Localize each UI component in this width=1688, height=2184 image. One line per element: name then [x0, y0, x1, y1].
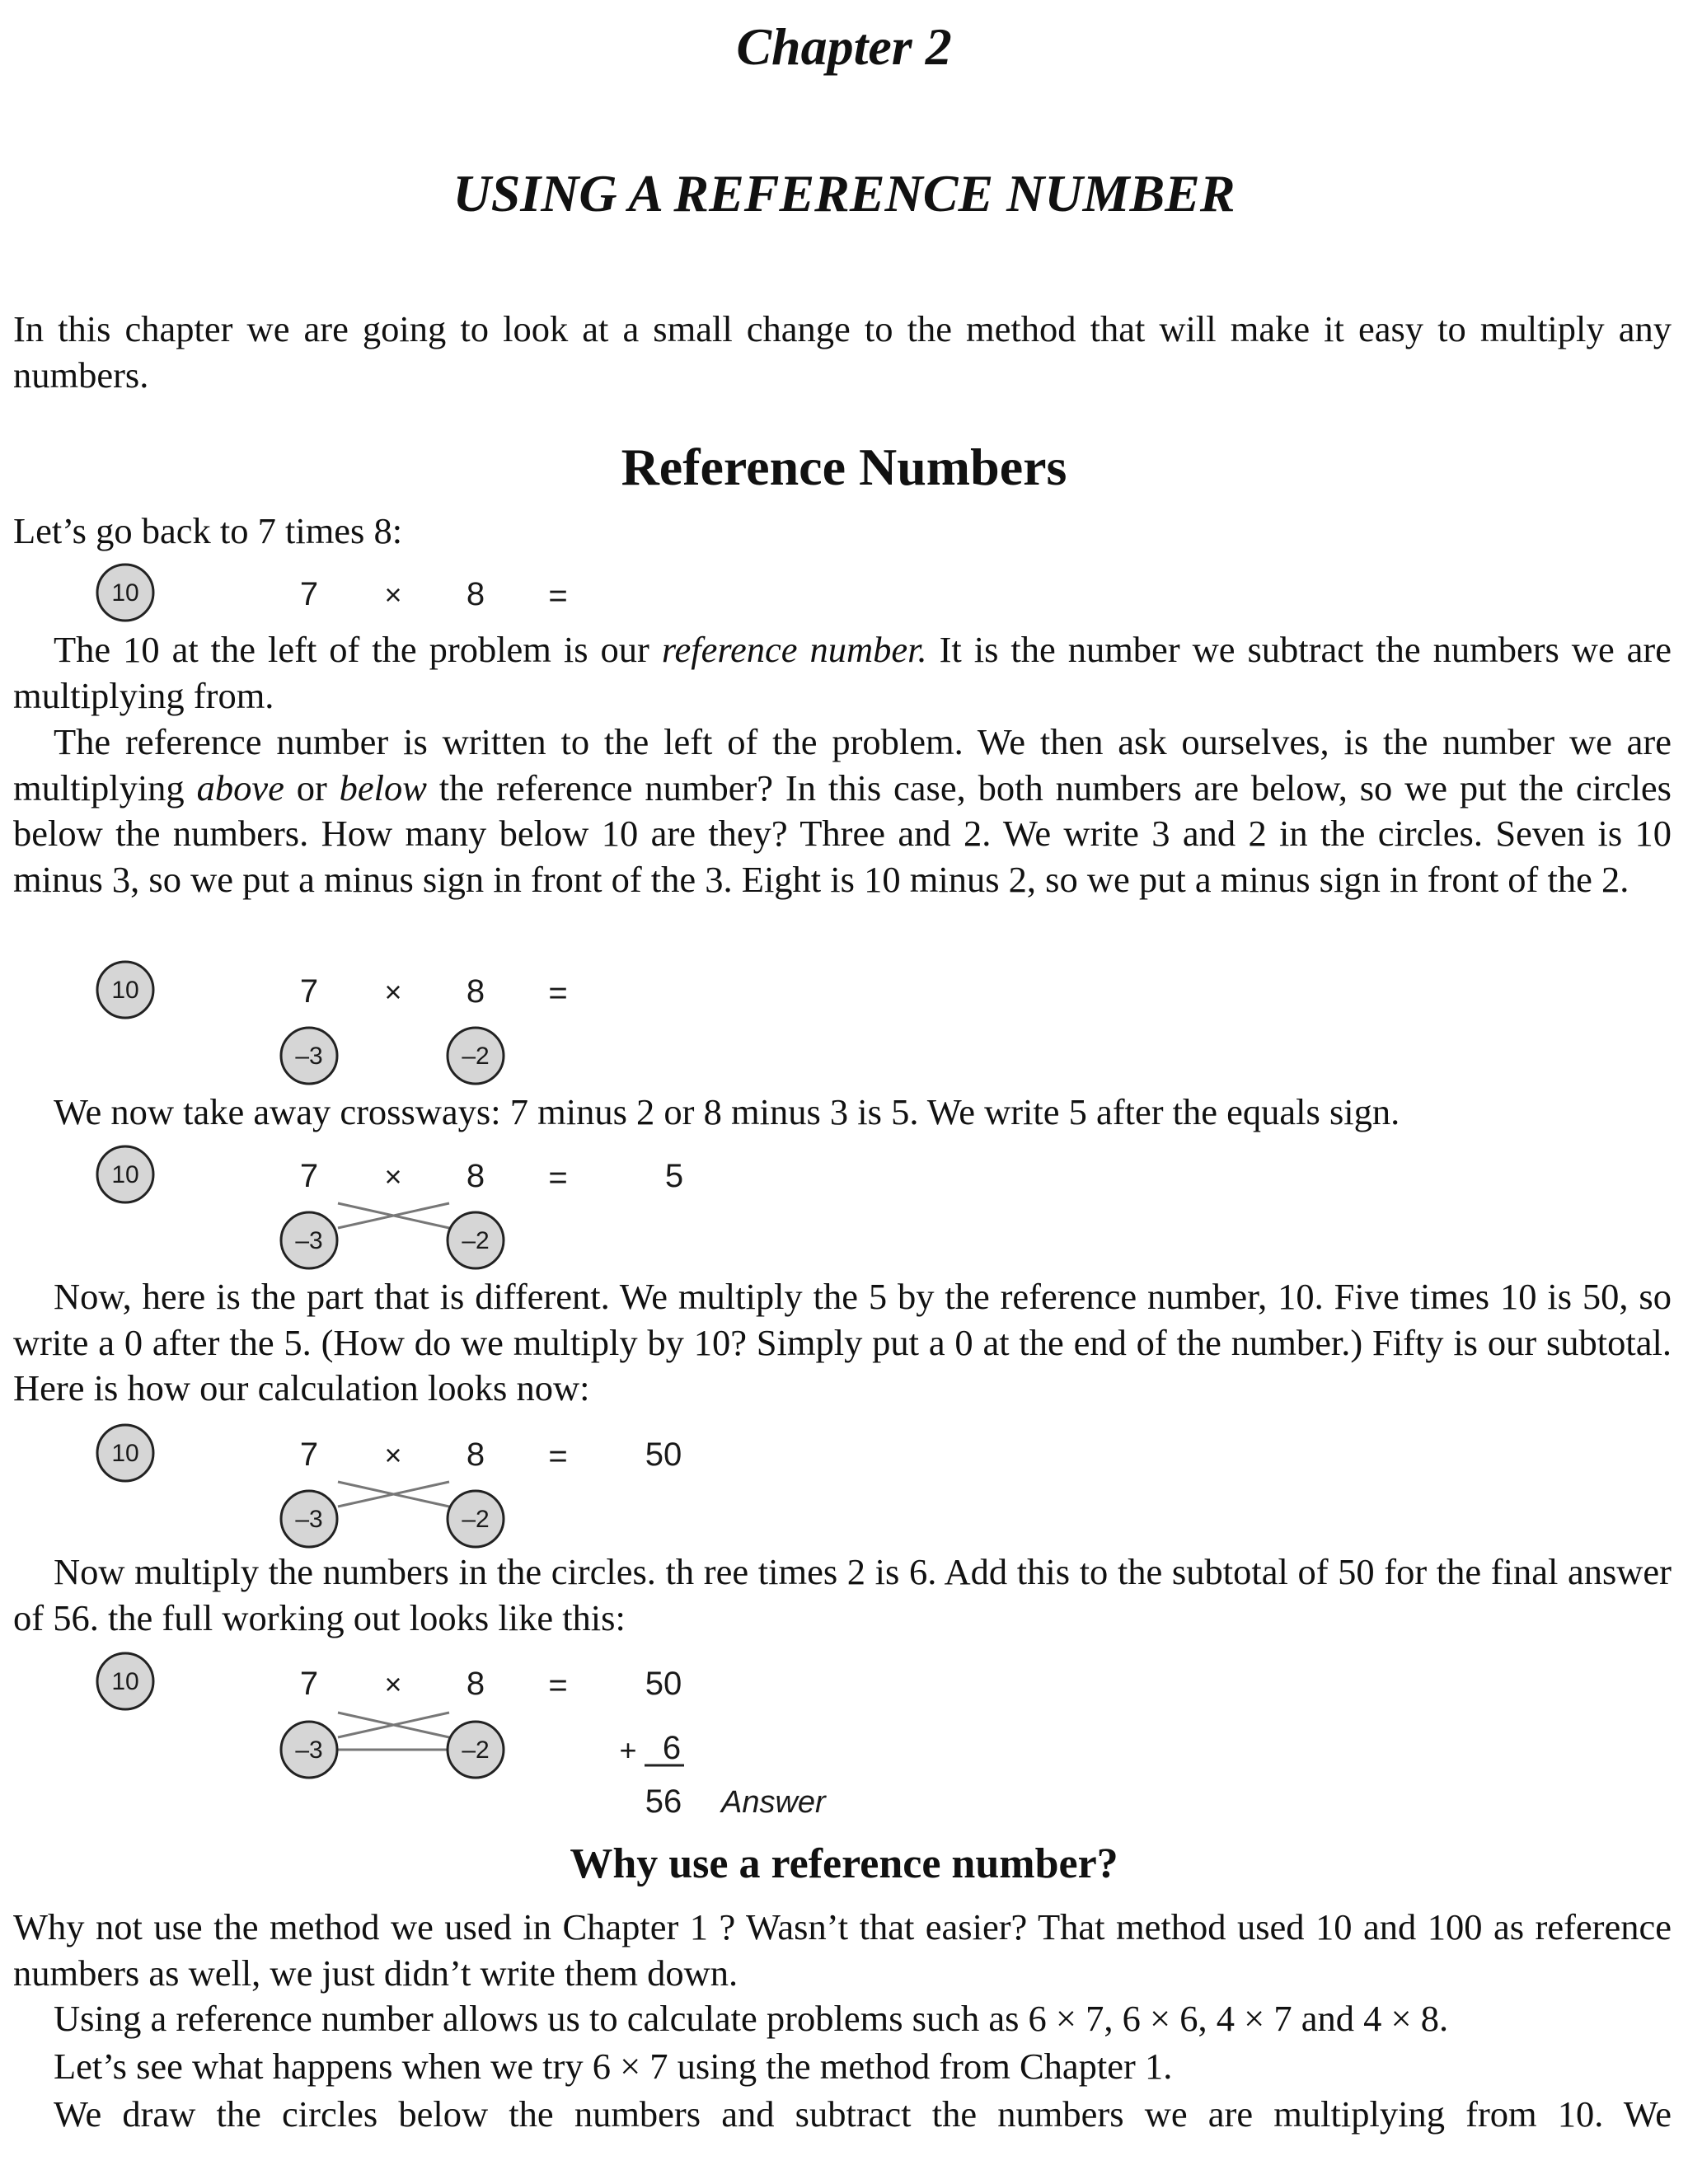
- diagram-step5: [0, 1644, 907, 1821]
- circle-a-value: –3: [295, 1736, 323, 1764]
- diagram-step1: [0, 560, 907, 626]
- circle-a-value: –3: [295, 1227, 323, 1254]
- circle-product: 6: [662, 1730, 682, 1766]
- multiplicand: 7: [299, 576, 319, 612]
- chapter-title: USING A REFERENCE NUMBER: [452, 164, 1236, 223]
- reference-number: 10: [111, 1161, 139, 1188]
- times-sign: ×: [384, 1667, 402, 1701]
- section-heading: Reference Numbers: [621, 438, 1067, 496]
- answer-label: Answer: [721, 1785, 826, 1820]
- multiplier: 8: [466, 576, 485, 612]
- lead-in-text: Let’s go back to 7 times 8:: [13, 510, 403, 551]
- lets-see-line: Let’s see what happens when we try 6 × 7 using the method from Chapter 1.: [54, 2046, 1173, 2087]
- crossways-result: 5: [664, 1158, 684, 1194]
- reference-number: 10: [111, 1440, 139, 1467]
- equals-sign: =: [548, 1667, 568, 1704]
- multiplier: 8: [466, 1436, 485, 1473]
- subtotal: 50: [645, 1436, 682, 1473]
- circle-b-value: –2: [462, 1043, 490, 1070]
- subtotal: 50: [645, 1666, 682, 1702]
- draw-circles-line: We draw the circles below the numbers and subtract the numbers we are multiplying from 10. We: [54, 2093, 1672, 2135]
- crossways-paragraph: We now take away crossways: 7 minus 2 or 8 minus 3 is 5. We write 5 after the equals sign.: [54, 1091, 1400, 1132]
- reference-number: 10: [111, 1668, 139, 1695]
- circle-a-value: –3: [295, 1506, 323, 1533]
- multiplicand: 7: [299, 1158, 319, 1194]
- reference-number: 10: [111, 977, 139, 1004]
- times-sign: ×: [384, 578, 402, 612]
- plus-sign: +: [619, 1733, 637, 1767]
- different-part-paragraph: Now, here is the part that is different. We multiply the 5 by the reference number, 10. Five times 10 is 50, so write a 0 after the 5. (How do we multiply by 10? Simply put a 0 at the end of the number.) Fifty is our subtotal. Here is how our calculation looks now:: [13, 1276, 1672, 1408]
- times-sign: ×: [384, 1160, 402, 1193]
- times-sign: ×: [384, 1438, 402, 1472]
- why-paragraph: Why not use the method we used in Chapter 1 ? Wasn’t that easier? That method used 10 and 100 as reference numbers as well, we just didn’t write them down.: [13, 1906, 1672, 1994]
- circle-b-value: –2: [462, 1736, 490, 1764]
- chapter-label: Chapter 2: [736, 17, 952, 76]
- diagram-step2: [0, 956, 907, 1088]
- equals-sign: =: [548, 975, 568, 1011]
- multiplicand: 7: [299, 973, 319, 1010]
- multiplier: 8: [466, 973, 485, 1010]
- circle-b-value: –2: [462, 1227, 490, 1254]
- using-line: Using a reference number allows us to calculate problems such as 6 × 7, 6 × 6, 4 × 7 and 4 × 8.: [54, 1998, 1449, 2039]
- multiplicand: 7: [299, 1436, 319, 1473]
- circle-a-value: –3: [295, 1043, 323, 1070]
- equals-sign: =: [548, 1160, 568, 1196]
- circle-b-value: –2: [462, 1506, 490, 1533]
- reference-number: 10: [111, 579, 139, 607]
- multiplicand: 7: [299, 1666, 319, 1702]
- above-below-paragraph: The reference number is written to the left of the problem. We then ask ourselves, is the number we are multiplying above or below the reference number? In this case, both numbers are below, so we put the circles below the numbers. How many below 10 are they? Three and 2. We write 3 and 2 in the circles. Seven is 10 minus 3, so we put a minus sign in front of the 3. Eight is 10 minus 2, so we put a minus sign in front of the 2.: [13, 721, 1672, 900]
- subheading: Why use a reference number?: [570, 1840, 1118, 1887]
- multiplier: 8: [466, 1158, 485, 1194]
- multiplier: 8: [466, 1666, 485, 1702]
- multiply-circles-paragraph: Now multiply the numbers in the circles. th ree times 2 is 6. Add this to the subtotal of 50 for the final answer of 56. the full working out looks like this:: [13, 1551, 1672, 1638]
- final-answer: 56: [645, 1783, 682, 1820]
- intro-paragraph: In this chapter we are going to look at a small change to the method that will make it easy to multiply any numbers.: [13, 308, 1672, 396]
- equals-sign: =: [548, 578, 568, 614]
- equals-sign: =: [548, 1438, 568, 1474]
- diagram-step3: [0, 1141, 907, 1273]
- reference-paragraph: The 10 at the left of the problem is our reference number. It is the number we subtract the numbers we are multiplying from.: [13, 629, 1672, 716]
- times-sign: ×: [384, 975, 402, 1009]
- diagram-step4: [0, 1418, 907, 1554]
